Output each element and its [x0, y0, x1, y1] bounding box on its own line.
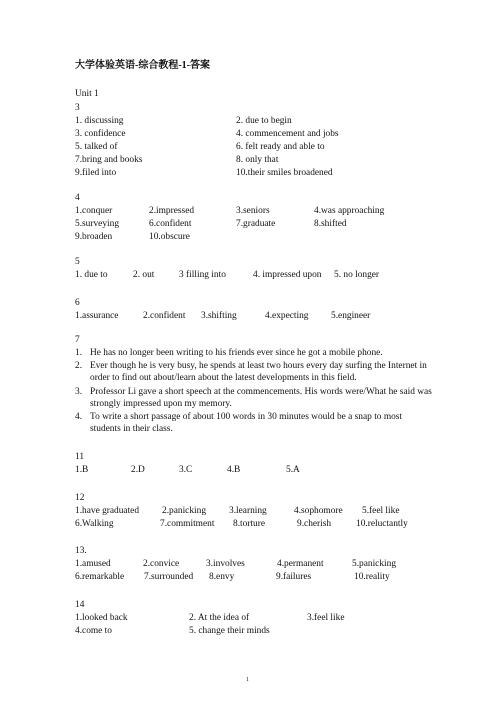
answer-item: 2.convice: [143, 559, 180, 569]
answer-item: 4.permanent: [277, 559, 324, 569]
answer-item: 9.failures: [276, 572, 312, 582]
answer-item: 3.feel like: [307, 613, 345, 623]
page-number: 1: [246, 677, 249, 683]
answer-item: 1.conquer: [75, 206, 113, 216]
answer-item: 4.sophomore: [294, 506, 343, 516]
answer-item: 5.engineer: [331, 311, 371, 321]
section-5-label: 5: [75, 257, 80, 267]
translation-sentence: Professor Li gave a short speech at the commencements. His words were/What he said was strongly impressed upon my memory.: [90, 387, 432, 410]
sentence-number: 4.: [75, 412, 83, 422]
answer-item: 7.commitment: [160, 519, 215, 529]
answer-item: 5.panicking: [352, 559, 397, 569]
answer-item: 8.shifted: [314, 219, 347, 229]
answer-item: 1.have graduated: [75, 506, 140, 516]
answer-item: 2. due to begin: [236, 116, 292, 126]
answer-item: 4.expecting: [265, 311, 309, 321]
answer-item: 4.B: [227, 465, 241, 475]
answer-item: 9.broaden: [75, 232, 113, 242]
answer-item: 3.shifting: [201, 311, 237, 321]
answer-item: 6.remarkable: [75, 572, 125, 582]
answer-item: 5. change their minds: [189, 626, 270, 636]
answer-item: 10.reluctantly: [356, 519, 408, 529]
answer-item: 2.D: [131, 465, 145, 475]
answer-item: 8.torture: [233, 519, 266, 529]
section-7-label: 7: [75, 335, 80, 345]
unit-heading: Unit 1: [75, 89, 99, 99]
answer-item: 1. discussing: [75, 116, 124, 126]
answer-item: 3.C: [179, 465, 193, 475]
section-13-label: 13.: [75, 546, 87, 556]
section-3-label: 3: [75, 103, 80, 113]
answer-item: 10.obscure: [149, 232, 190, 242]
answer-item: 5.A: [286, 465, 300, 475]
answer-item: 4. commencement and jobs: [236, 129, 339, 139]
sentence-number: 3.: [75, 387, 83, 397]
answer-item: 1. due to: [75, 270, 108, 280]
answer-item: 1.amused: [75, 559, 111, 569]
answer-item: 8.envy: [209, 572, 235, 582]
answer-item: 5.feel like: [362, 506, 400, 516]
section-6-label: 6: [75, 298, 80, 308]
answer-item: 1.B: [75, 465, 89, 475]
answer-item: 2.confident: [143, 311, 186, 321]
answer-item: 6.confident: [149, 219, 192, 229]
section-4-label: 4: [75, 193, 80, 203]
answer-item: 3.involves: [206, 559, 245, 569]
answer-item: 2.panicking: [162, 506, 207, 516]
answer-item: 10.their smiles broadened: [236, 168, 333, 178]
translation-sentence: To write a short passage of about 100 words in 30 minutes would be a snap to most students in their class.: [90, 412, 403, 435]
answer-item: 4. impressed upon: [253, 270, 322, 280]
answer-item: 2. At the idea of: [189, 613, 250, 623]
answer-item: 1.looked back: [75, 613, 128, 623]
answer-item: 3.learning: [229, 506, 267, 516]
answer-item: 6. felt ready and able to: [236, 142, 325, 152]
section-14-label: 14: [75, 600, 85, 610]
answer-item: 5. no longer: [334, 270, 380, 280]
answer-item: 3.seniors: [236, 206, 270, 216]
answer-item: 8. only that: [236, 155, 279, 165]
answer-item: 10.reality: [354, 572, 390, 582]
sentence-number: 2.: [75, 361, 83, 371]
answer-item: 7.bring and books: [75, 155, 143, 165]
answer-item: 2. out: [133, 270, 155, 280]
section-11-label: 11: [75, 452, 85, 462]
answer-item: 5.surveying: [75, 219, 120, 229]
answer-item: 9.cherish: [297, 519, 332, 529]
answer-item: 5. talked of: [75, 142, 118, 152]
answer-item: 9.filed into: [75, 168, 117, 178]
answer-item: 6.Walking: [75, 519, 114, 529]
answer-item: 3 filling into: [179, 270, 226, 280]
section-12-label: 12: [75, 493, 85, 503]
answer-item: 4.come to: [75, 626, 112, 636]
translation-sentence: Ever though he is very busy, he spends at least two hours every day surfing the Internet in order to find out about/learn about the latest developments in this field.: [90, 361, 427, 384]
document-title: 大学体验英语-综合教程-1-答案: [75, 60, 210, 71]
answer-item: 7.graduate: [236, 219, 276, 229]
answer-item: 7.surrounded: [144, 572, 194, 582]
answer-item: 1.assurance: [75, 311, 119, 321]
sentence-number: 1.: [75, 348, 83, 358]
answer-item: 3. confidence: [75, 129, 126, 139]
answer-item: 4.was approaching: [314, 206, 385, 216]
translation-sentence: He has no longer been writing to his friends ever since he got a mobile phone.: [90, 348, 383, 358]
answer-item: 2.impressed: [149, 206, 195, 216]
